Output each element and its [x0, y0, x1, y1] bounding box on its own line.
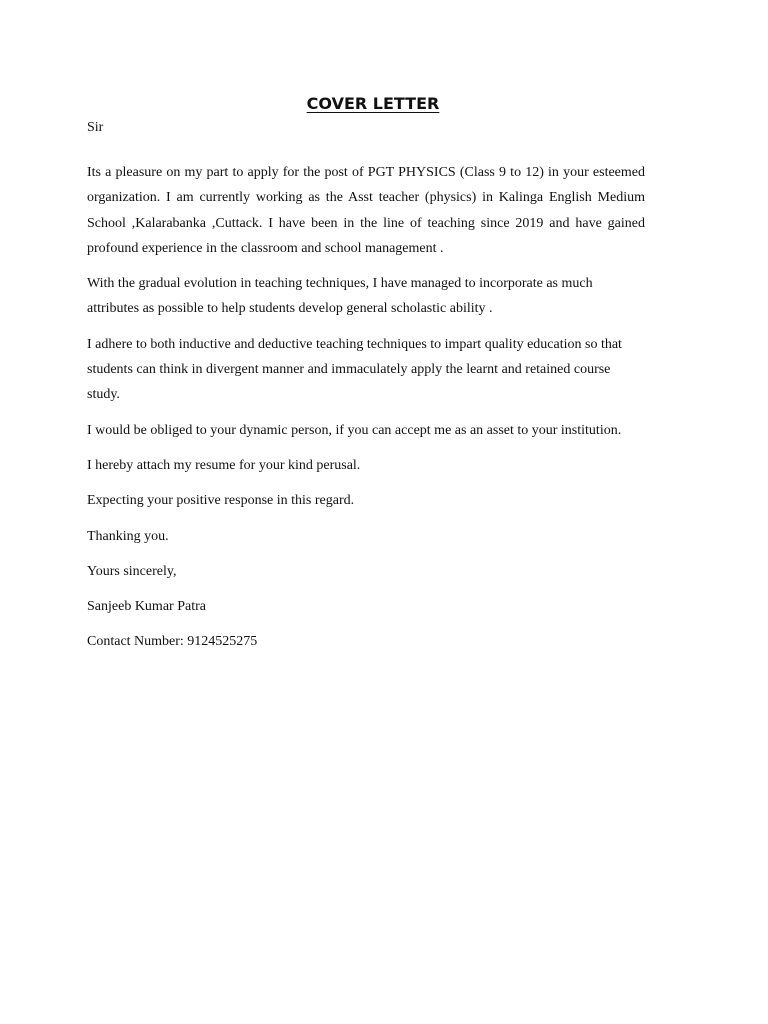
- paragraph-methods: I adhere to both inductive and deductive teaching techniques to impart quality education so that students can think in divergent manner and immaculately apply the learnt and retained course study.: [87, 336, 622, 403]
- paragraph-resume: I hereby attach my resume for your kind perusal.: [87, 457, 361, 473]
- paragraph-techniques: With the gradual evolution in teaching techniques, I have managed to incorporate as much attributes as possible to help students develop general scholastic ability .: [87, 276, 593, 317]
- paragraph-thanks: Thanking you.: [87, 528, 169, 544]
- document-title: [0, 93, 746, 115]
- salutation: Sir: [87, 120, 104, 135]
- title-text: COVER LETTER: [306, 94, 440, 113]
- paragraph-expecting: Expecting your positive response in this regard.: [87, 493, 355, 509]
- letter-body: [87, 160, 645, 665]
- paragraph-obliged: I would be obliged to your dynamic person, if you can accept me as an asset to your institution.: [87, 422, 622, 438]
- signature-name: Sanjeeb Kumar Patra: [87, 599, 206, 615]
- closing: Yours sincerely,: [87, 563, 177, 579]
- contact-number: Contact Number: 9124525275: [87, 634, 258, 650]
- paragraph-intro: Its a pleasure on my part to apply for the post of PGT PHYSICS (Class 9 to 12) in your esteemed organization. I am currently working as the Asst teacher (physics) in Kalinga English Medium School ,Kalarabanka ,Cuttack. I have been in the line of teaching since 2019 and have gained profound experience in the classroom and school management .: [87, 165, 645, 256]
